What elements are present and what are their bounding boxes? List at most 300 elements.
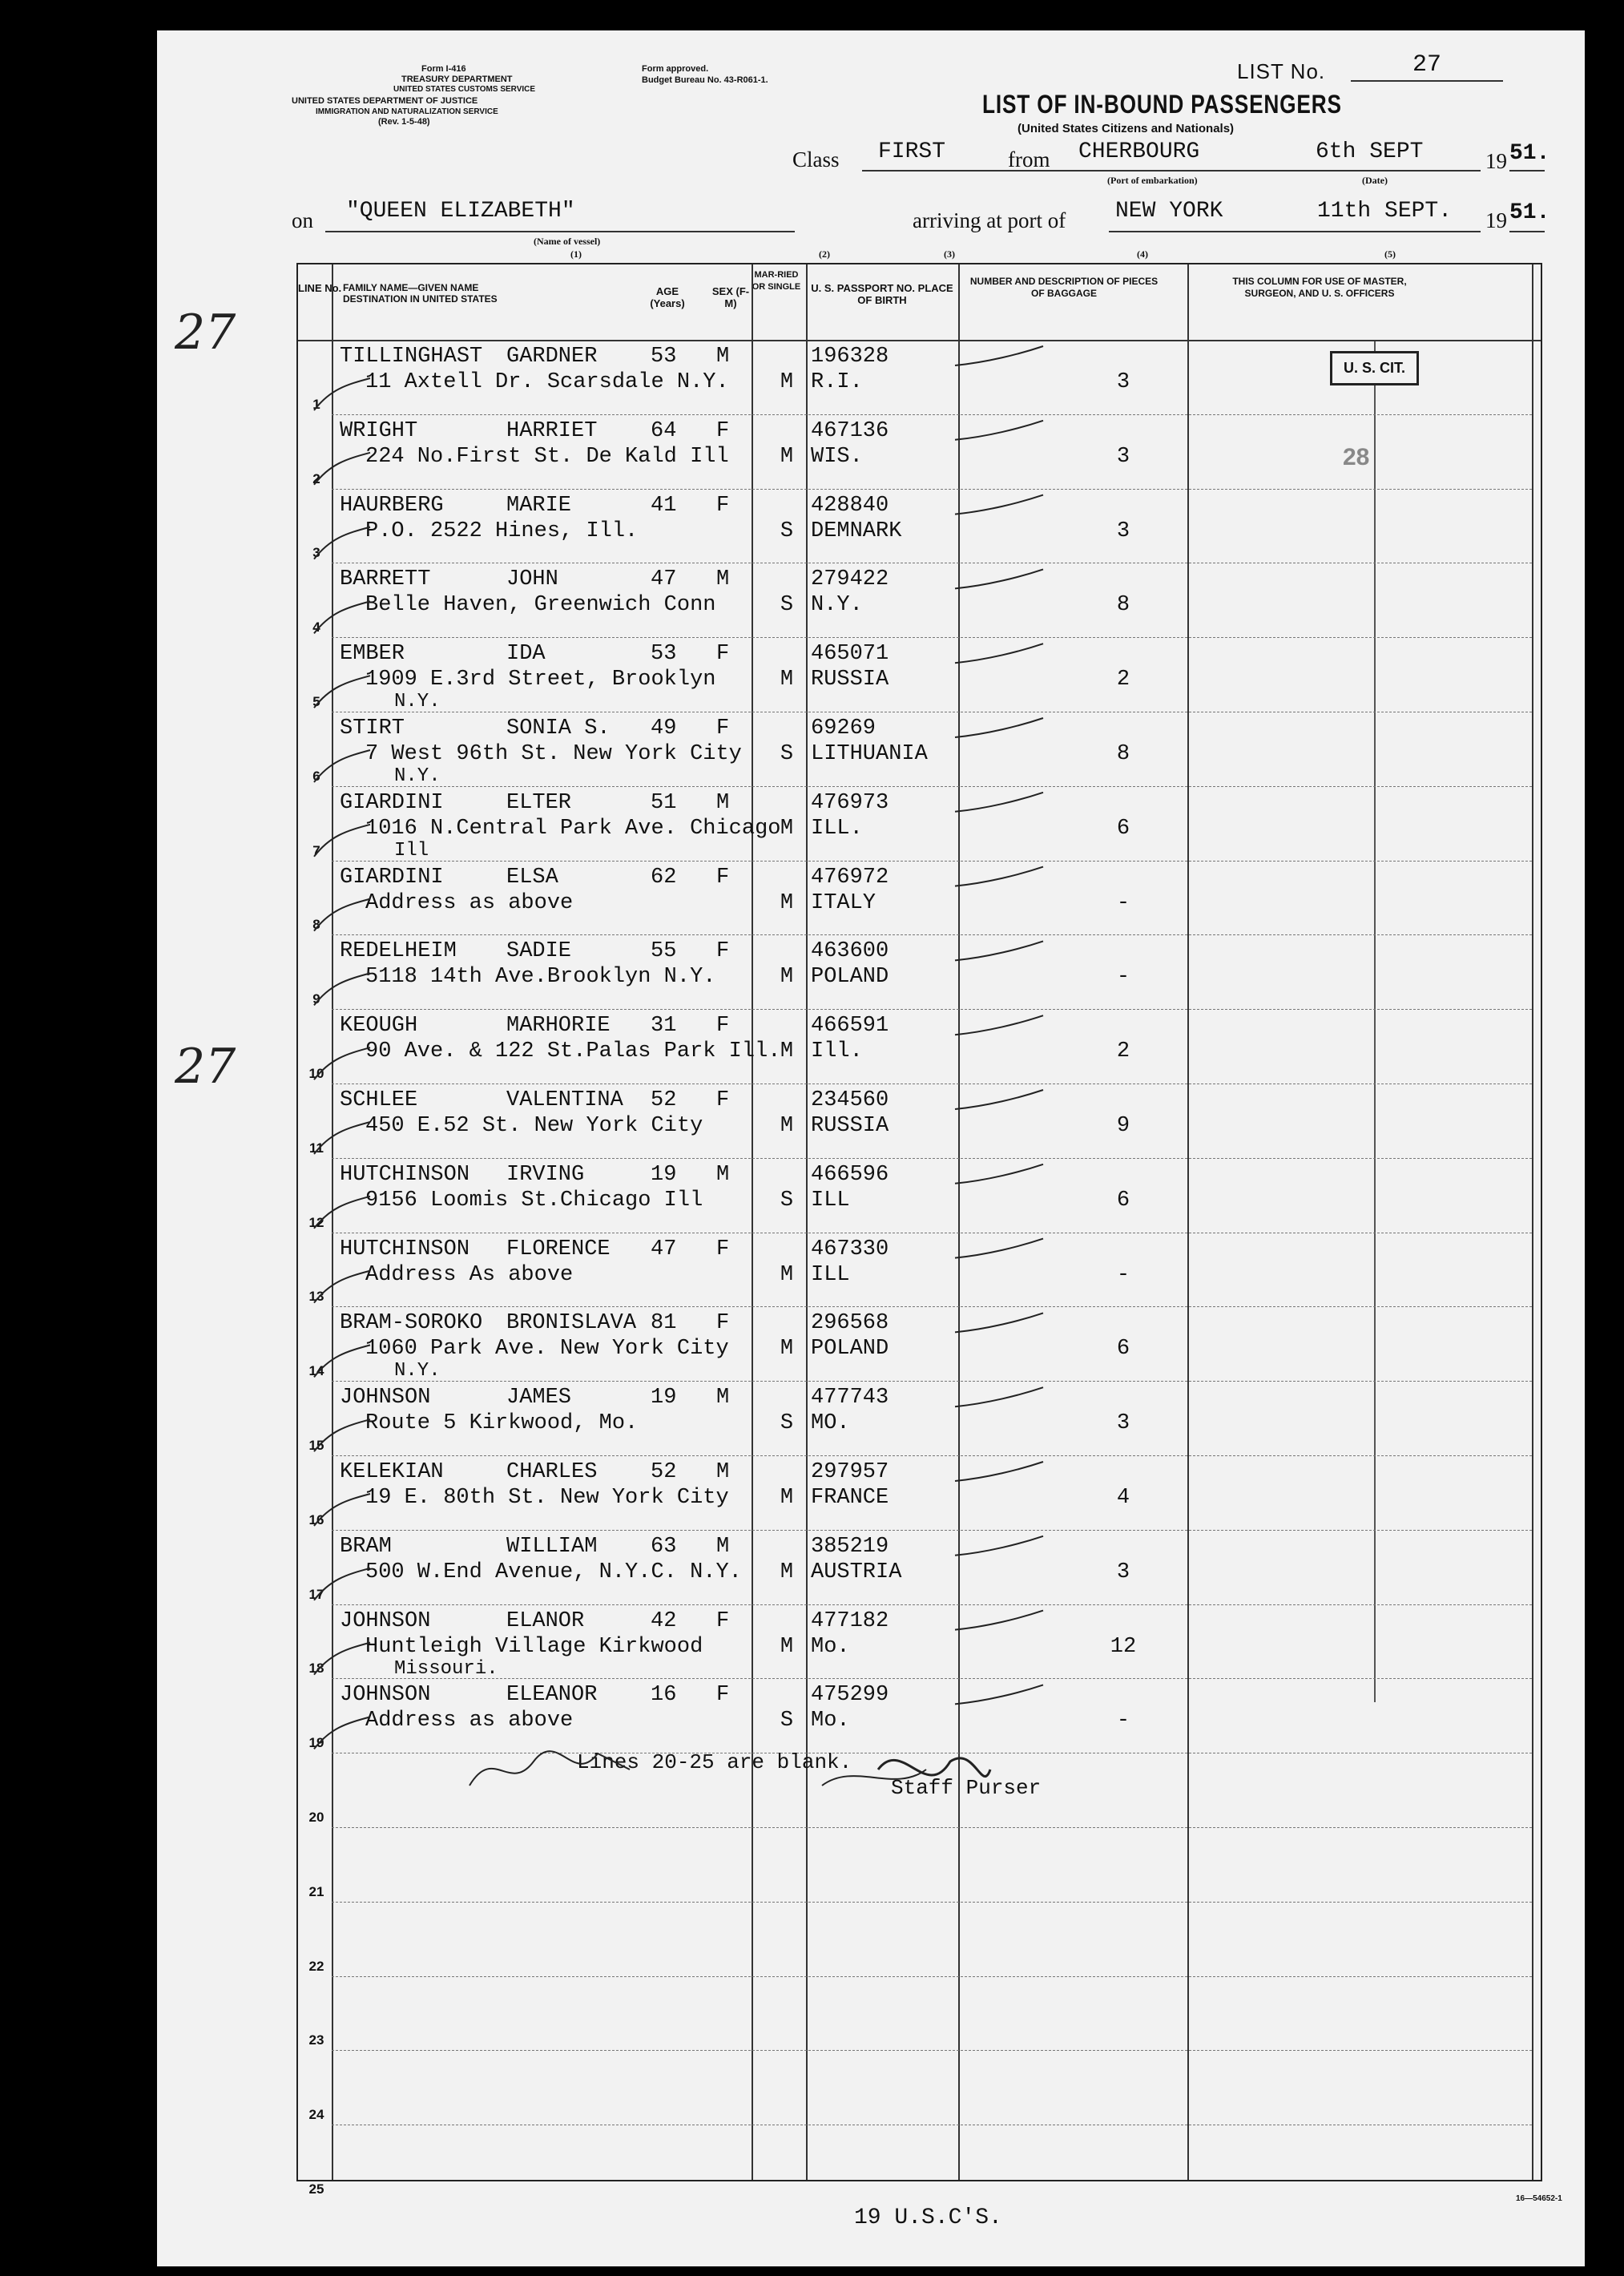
passport-check-mark	[955, 1239, 1043, 1258]
line-number: 7	[312, 842, 320, 858]
line-number: 11	[309, 1140, 324, 1156]
baggage-count: -	[1116, 965, 1130, 990]
passenger-given-name: ELTER	[506, 790, 572, 815]
blank-lines-note: Lines 20-25 are blank.	[577, 1750, 852, 1774]
from-label: from	[1008, 147, 1050, 172]
passenger-given-name: JOHN	[506, 567, 558, 592]
passenger-family-name: HUTCHINSON	[340, 1237, 470, 1261]
print-code: 16—54652-1	[1516, 2194, 1562, 2203]
passenger-given-name: ELANOR	[506, 1608, 585, 1633]
passenger-family-name: HUTCHINSON	[340, 1162, 470, 1187]
passenger-destination: 1016 N.Central Park Ave. Chicago	[365, 816, 781, 841]
signatures	[445, 1713, 1006, 1810]
baggage-count: 3	[1116, 1560, 1130, 1584]
class-value: FIRST	[862, 139, 1126, 172]
column-divider	[752, 264, 753, 2180]
passenger-family-name: WRIGHT	[340, 418, 418, 443]
place-of-birth: ILL.	[811, 816, 863, 841]
arrival-year: 51.	[1509, 200, 1545, 232]
passport-check-mark	[955, 1313, 1043, 1332]
port-embark-caption: (Port of embarkation)	[1107, 175, 1198, 186]
check-marks	[298, 264, 1532, 2183]
place-of-birth: WIS.	[811, 444, 863, 469]
passenger-sex: M	[716, 1162, 730, 1187]
place-of-birth: MO.	[811, 1411, 850, 1436]
passenger-marital-status: S	[780, 1188, 794, 1213]
line-number: 2	[312, 470, 320, 486]
passenger-destination: Address as above	[365, 890, 574, 915]
passport-check-mark	[955, 1462, 1043, 1481]
baggage-count: 3	[1116, 1411, 1130, 1436]
passenger-age: 31	[651, 1014, 677, 1039]
passenger-marital-status: M	[780, 1337, 794, 1362]
passenger-destination: Route 5 Kirkwood, Mo.	[365, 1411, 639, 1436]
line-number: 18	[308, 1661, 324, 1677]
passport-number: 475299	[811, 1683, 889, 1708]
passenger-destination: Huntleigh Village Kirkwood	[365, 1634, 703, 1659]
row-divider	[332, 1009, 1532, 1010]
passenger-marital-status: S	[780, 742, 794, 766]
passenger-age: 63	[651, 1534, 677, 1559]
passport-check-mark	[955, 569, 1043, 588]
row-divider	[332, 1827, 1532, 1828]
passport-number: 467330	[811, 1237, 889, 1261]
passenger-marital-status: M	[780, 965, 794, 990]
passenger-given-name: MARIE	[506, 493, 572, 518]
col4-caption: (4)	[1137, 248, 1148, 260]
passport-number: 234560	[811, 1088, 889, 1112]
place-of-birth: POLAND	[811, 1337, 889, 1362]
passenger-age: 42	[651, 1608, 677, 1633]
year-prefix-2: 19	[1485, 208, 1507, 232]
date-caption: (Date)	[1362, 175, 1388, 186]
passenger-age: 49	[651, 716, 677, 741]
passport-number: 465071	[811, 642, 889, 667]
year-prefix: 19	[1485, 149, 1507, 173]
place-of-birth: Mo.	[811, 1634, 850, 1659]
passenger-sex: F	[716, 1311, 730, 1336]
class-label: Class	[792, 147, 840, 172]
passenger-destination-cont: N.Y.	[394, 691, 441, 713]
passenger-given-name: IDA	[506, 642, 546, 667]
passport-number: 297957	[811, 1460, 889, 1484]
column-divider	[332, 264, 333, 2180]
passenger-family-name: JOHNSON	[340, 1386, 431, 1410]
form-approved: Form approved.	[642, 64, 709, 74]
passport-number: 477743	[811, 1386, 889, 1410]
passport-number: 385219	[811, 1534, 889, 1559]
passenger-age: 55	[651, 939, 677, 964]
passenger-sex: M	[716, 1386, 730, 1410]
baggage-count: 2	[1116, 1039, 1130, 1064]
passenger-given-name: MARHORIE	[506, 1014, 611, 1039]
line-number: 24	[308, 2107, 324, 2123]
header-divider	[298, 340, 1541, 341]
col3-caption: (3)	[944, 248, 955, 260]
line-number: 25	[308, 2181, 324, 2197]
officer-column-divider	[1374, 340, 1376, 1702]
passenger-given-name: VALENTINA	[506, 1088, 623, 1112]
passenger-sex: F	[716, 865, 730, 890]
passenger-destination-cont: Missouri.	[394, 1657, 498, 1680]
passenger-marital-status: S	[780, 519, 794, 543]
embark-year: 51.	[1509, 141, 1545, 172]
col1-caption: (1)	[570, 248, 582, 260]
line-number: 5	[312, 694, 320, 709]
budget-bureau: Budget Bureau No. 43-R061-1.	[642, 75, 768, 85]
row-divider	[332, 786, 1532, 787]
passenger-family-name: JOHNSON	[340, 1683, 431, 1708]
passenger-sex: F	[716, 1608, 730, 1633]
row-divider	[332, 1678, 1532, 1679]
place-of-birth: Mo.	[811, 1709, 850, 1733]
passenger-marital-status: M	[780, 370, 794, 394]
passenger-age: 52	[651, 1088, 677, 1112]
place-of-birth: AUSTRIA	[811, 1560, 902, 1584]
line-number: 8	[312, 917, 320, 933]
passenger-given-name: FLORENCE	[506, 1237, 611, 1261]
col2-caption: (2)	[819, 248, 830, 260]
passenger-marital-status: M	[780, 1486, 794, 1510]
passport-check-mark	[955, 1387, 1043, 1406]
passenger-family-name: STIRT	[340, 716, 405, 741]
place-of-birth: N.Y.	[811, 593, 863, 618]
passenger-family-name: GIARDINI	[340, 790, 444, 815]
passenger-marital-status: S	[780, 1709, 794, 1733]
baggage-count: 6	[1116, 1337, 1130, 1362]
passenger-destination: 1060 Park Ave. New York City	[365, 1337, 729, 1362]
passenger-given-name: ELEANOR	[506, 1683, 598, 1708]
row-divider	[332, 861, 1532, 862]
baggage-count: -	[1116, 890, 1130, 915]
row-divider	[332, 1976, 1532, 1977]
revision: (Rev. 1-5-48)	[378, 117, 430, 127]
row-divider	[332, 1530, 1532, 1531]
header-baggage: NUMBER AND DESCRIPTION OF PIECES OF BAGGAGE	[969, 276, 1159, 299]
passport-check-mark	[955, 718, 1043, 737]
line-number: 13	[308, 1289, 324, 1305]
passenger-marital-status: M	[780, 816, 794, 841]
passenger-marital-status: M	[780, 1039, 794, 1064]
passenger-destination-cont: N.Y.	[394, 1360, 441, 1382]
passenger-age: 81	[651, 1311, 677, 1336]
passenger-given-name: IRVING	[506, 1162, 585, 1187]
passport-check-mark	[955, 346, 1043, 365]
place-of-birth: ILL	[811, 1262, 850, 1287]
baggage-count: 2	[1116, 668, 1130, 692]
passenger-destination: 7 West 96th St. New York City	[365, 742, 742, 766]
passenger-age: 47	[651, 567, 677, 592]
line-number: 16	[308, 1511, 324, 1527]
passport-check-mark	[955, 793, 1043, 812]
header-passport: U. S. PASSPORT NO. PLACE OF BIRTH	[811, 282, 953, 306]
passenger-age: 51	[651, 790, 677, 815]
passport-number: 466591	[811, 1014, 889, 1039]
row-divider	[332, 1902, 1532, 1903]
list-no-label: LIST No.	[1237, 59, 1326, 83]
passport-number: 428840	[811, 493, 889, 518]
place-of-birth: Ill.	[811, 1039, 863, 1064]
passenger-destination: P.O. 2522 Hines, Ill.	[365, 519, 639, 543]
passenger-sex: M	[716, 345, 730, 369]
passenger-age: 52	[651, 1460, 677, 1484]
line-number: 4	[312, 619, 320, 636]
baggage-count: -	[1116, 1262, 1130, 1287]
passenger-sex: M	[716, 1534, 730, 1559]
passport-number: 477182	[811, 1608, 889, 1633]
baggage-count: 8	[1116, 593, 1130, 618]
baggage-count: 3	[1116, 444, 1130, 469]
passport-check-mark	[955, 941, 1043, 960]
passenger-age: 53	[651, 345, 677, 369]
passenger-destination: 1909 E.3rd Street, Brooklyn	[365, 668, 716, 692]
line-number: 22	[308, 1958, 324, 1974]
passenger-destination: 90 Ave. & 122 St.Palas Park Ill.	[365, 1039, 781, 1064]
passenger-destination-cont: N.Y.	[394, 765, 441, 787]
passport-number: 296568	[811, 1311, 889, 1336]
row-divider	[332, 1158, 1532, 1159]
passport-number: 466596	[811, 1162, 889, 1187]
passenger-given-name: CHARLES	[506, 1460, 598, 1484]
passport-number: 196328	[811, 345, 889, 369]
customs-service: UNITED STATES CUSTOMS SERVICE	[393, 85, 536, 94]
passenger-destination: Address as above	[365, 1709, 574, 1733]
passport-number: 476972	[811, 865, 889, 890]
passport-check-mark	[955, 1090, 1043, 1109]
row-divider	[332, 1604, 1532, 1605]
arriving-label: arriving at port of	[913, 208, 1066, 232]
place-of-birth: RUSSIA	[811, 668, 889, 692]
header-name: FAMILY NAME—GIVEN NAME	[343, 282, 479, 293]
line-number: 23	[308, 2032, 324, 2048]
passenger-given-name: JAMES	[506, 1386, 572, 1410]
passenger-age: 62	[651, 865, 677, 890]
form-subtitle: (United States Citizens and Nationals)	[1018, 122, 1235, 135]
row-divider	[332, 2050, 1532, 2051]
baggage-count: 9	[1116, 1114, 1130, 1138]
stamp-number: 28	[1343, 444, 1370, 470]
passenger-sex: M	[716, 567, 730, 592]
header-destination: DESTINATION IN UNITED STATES	[343, 293, 498, 305]
row-divider	[332, 934, 1532, 935]
passenger-sex: F	[716, 1237, 730, 1261]
passenger-marital-status: M	[780, 1634, 794, 1659]
line-number: 21	[308, 1883, 324, 1899]
passport-check-mark	[955, 1164, 1043, 1184]
baggage-count: 12	[1110, 1634, 1137, 1659]
on-label: on	[292, 208, 313, 232]
passenger-marital-status: S	[780, 1411, 794, 1436]
column-divider	[806, 264, 808, 2180]
passport-check-mark	[955, 1611, 1043, 1630]
passenger-sex: F	[716, 418, 730, 443]
place-of-birth: POLAND	[811, 965, 889, 990]
list-number: 27	[1351, 51, 1503, 82]
place-of-birth: ITALY	[811, 890, 876, 915]
place-of-birth: ILL	[811, 1188, 850, 1213]
place-of-birth: R.I.	[811, 370, 863, 394]
passport-number: 69269	[811, 716, 876, 741]
passenger-sex: F	[716, 493, 730, 518]
baggage-count: 6	[1116, 1188, 1130, 1213]
passenger-family-name: JOHNSON	[340, 1608, 431, 1633]
form-title: LIST OF IN-BOUND PASSENGERS	[982, 90, 1342, 119]
line-number: 19	[308, 1735, 324, 1751]
column-divider	[958, 264, 960, 2180]
arrival-date: 11th SEPT.	[1308, 199, 1481, 232]
passport-number: 279422	[811, 567, 889, 592]
passenger-given-name: BRONISLAVA	[506, 1311, 637, 1336]
header-line-no: LINE No.	[298, 282, 342, 294]
footer-code: 19 U.S.C'S.	[854, 2205, 1002, 2230]
line-number: 12	[308, 1214, 324, 1230]
column-divider	[1187, 264, 1189, 2180]
passport-check-mark	[955, 495, 1043, 515]
passport-number: 467136	[811, 418, 889, 443]
port-of-arrival: NEW YORK	[1109, 199, 1308, 232]
header-sex: SEX (F-M)	[711, 285, 750, 309]
treasury-dept: TREASURY DEPARTMENT	[401, 75, 513, 84]
place-of-birth: DEMNARK	[811, 519, 902, 543]
passenger-list-form	[157, 30, 1585, 2266]
passenger-given-name: SADIE	[506, 939, 572, 964]
line-number: 10	[308, 1066, 324, 1081]
form-number: Form I-416	[421, 64, 466, 74]
baggage-count: -	[1116, 1709, 1130, 1733]
line-number: 17	[308, 1586, 324, 1602]
passenger-destination-cont: Ill	[394, 839, 429, 862]
line-number: 15	[308, 1438, 324, 1453]
passenger-marital-status: S	[780, 593, 794, 618]
header-age: AGE (Years)	[650, 285, 685, 309]
baggage-count: 3	[1116, 519, 1130, 543]
row-divider	[332, 637, 1532, 638]
passenger-destination: Address As above	[365, 1262, 574, 1287]
passenger-destination: 5118 14th Ave.Brooklyn N.Y.	[365, 965, 716, 990]
passport-check-mark	[955, 867, 1043, 886]
place-of-birth: RUSSIA	[811, 1114, 889, 1138]
passport-check-mark	[955, 644, 1043, 663]
passenger-destination: 450 E.52 St. New York City	[365, 1114, 703, 1138]
row-divider	[332, 1306, 1532, 1307]
passport-check-mark	[955, 421, 1043, 440]
handwritten-list-number-mid: 27	[175, 1039, 236, 1095]
passenger-family-name: KEOUGH	[340, 1014, 418, 1039]
col5-caption: (5)	[1384, 248, 1396, 260]
passenger-family-name: EMBER	[340, 642, 405, 667]
passenger-given-name: HARRIET	[506, 418, 598, 443]
baggage-count: 4	[1116, 1486, 1130, 1510]
passenger-destination: 224 No.First St. De Kald Ill	[365, 444, 729, 469]
passport-check-mark	[955, 1536, 1043, 1556]
passenger-age: 19	[651, 1162, 677, 1187]
passenger-family-name: BRAM-SOROKO	[340, 1311, 483, 1336]
passenger-destination: 11 Axtell Dr. Scarsdale N.Y.	[365, 370, 729, 394]
vessel-caption: (Name of vessel)	[534, 236, 601, 247]
line-number: 20	[308, 1810, 324, 1825]
place-of-birth: FRANCE	[811, 1486, 889, 1510]
passenger-age: 47	[651, 1237, 677, 1261]
row-divider	[332, 414, 1532, 415]
passenger-family-name: HAURBERG	[340, 493, 444, 518]
passenger-sex: F	[716, 1683, 730, 1708]
baggage-count: 3	[1116, 370, 1130, 394]
passenger-sex: M	[716, 790, 730, 815]
ins-service: IMMIGRATION AND NATURALIZATION SERVICE	[316, 107, 498, 116]
passenger-age: 53	[651, 642, 677, 667]
passenger-marital-status: M	[780, 668, 794, 692]
passenger-family-name: BRAM	[340, 1534, 392, 1559]
passenger-marital-status: M	[780, 1262, 794, 1287]
passenger-destination: 9156 Loomis St.Chicago Ill	[365, 1188, 703, 1213]
row-divider	[332, 489, 1532, 490]
passenger-age: 41	[651, 493, 677, 518]
passport-number: 476973	[811, 790, 889, 815]
passenger-given-name: WILLIAM	[506, 1534, 598, 1559]
justice-dept: UNITED STATES DEPARTMENT OF JUSTICE	[292, 96, 478, 106]
passport-check-mark	[955, 1685, 1043, 1704]
passenger-sex: F	[716, 939, 730, 964]
baggage-count: 8	[1116, 742, 1130, 766]
embark-date: 6th SEPT	[1303, 139, 1481, 172]
passenger-marital-status: M	[780, 890, 794, 915]
row-divider	[332, 1455, 1532, 1456]
passenger-family-name: GIARDINI	[340, 865, 444, 890]
passenger-sex: F	[716, 1014, 730, 1039]
us-citizen-stamp: U. S. CIT.	[1330, 351, 1419, 385]
port-of-embarkation: CHERBOURG	[1064, 139, 1306, 172]
passenger-given-name: GARDNER	[506, 345, 598, 369]
passenger-family-name: REDELHEIM	[340, 939, 457, 964]
passenger-family-name: KELEKIAN	[340, 1460, 444, 1484]
passenger-marital-status: M	[780, 1560, 794, 1584]
handwritten-list-number-top: 27	[175, 305, 236, 361]
passenger-family-name: BARRETT	[340, 567, 431, 592]
passenger-marital-status: M	[780, 1114, 794, 1138]
passenger-age: 16	[651, 1683, 677, 1708]
passenger-age: 64	[651, 418, 677, 443]
passenger-marital-status: M	[780, 444, 794, 469]
place-of-birth: LITHUANIA	[811, 742, 928, 766]
passenger-given-name: SONIA S.	[506, 716, 611, 741]
column-divider	[1532, 264, 1533, 2180]
line-number: 9	[312, 991, 320, 1007]
passport-number: 463600	[811, 939, 889, 964]
row-divider	[332, 1381, 1532, 1382]
passport-check-mark	[955, 1015, 1043, 1035]
passenger-destination: 500 W.End Avenue, N.Y.C. N.Y.	[365, 1560, 742, 1584]
passenger-sex: F	[716, 716, 730, 741]
baggage-count: 6	[1116, 816, 1130, 841]
line-number: 14	[308, 1363, 324, 1379]
header-married: MAR-RIED OR SINGLE	[752, 270, 801, 292]
line-number: 6	[312, 768, 320, 784]
vessel-name: "QUEEN ELIZABETH"	[325, 199, 795, 232]
line-number: 3	[312, 545, 320, 561]
passenger-given-name: ELSA	[506, 865, 558, 890]
passenger-age: 19	[651, 1386, 677, 1410]
passenger-destination: Belle Haven, Greenwich Conn	[365, 593, 716, 618]
passenger-sex: F	[716, 642, 730, 667]
passenger-destination: 19 E. 80th St. New York City	[365, 1486, 729, 1510]
passenger-family-name: TILLINGHAST	[340, 345, 483, 369]
staff-purser-label: Staff Purser	[891, 1776, 1042, 1800]
passenger-sex: M	[716, 1460, 730, 1484]
passenger-table	[296, 263, 1542, 2197]
line-number: 1	[312, 396, 320, 412]
passenger-sex: F	[716, 1088, 730, 1112]
passenger-family-name: SCHLEE	[340, 1088, 418, 1112]
